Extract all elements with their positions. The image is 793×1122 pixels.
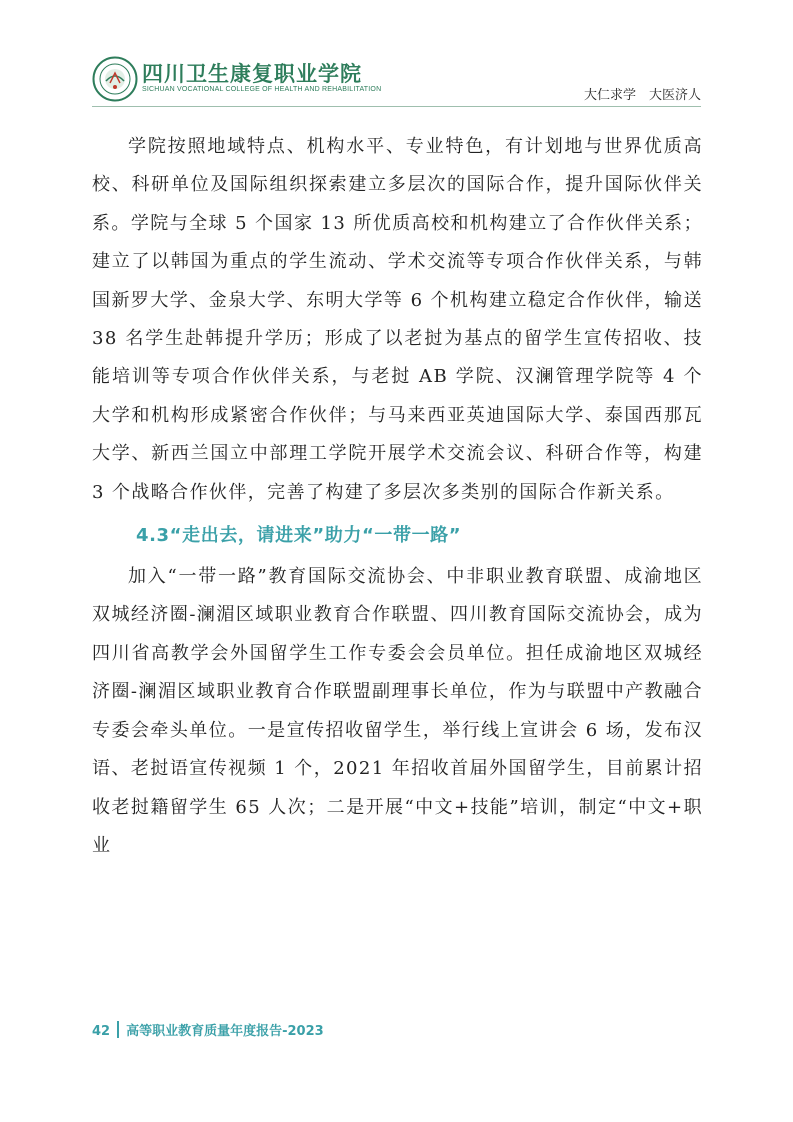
college-motto: 大仁求学 大医济人: [583, 88, 701, 103]
page-content: [92, 128, 703, 865]
header-divider: [92, 106, 701, 107]
paragraph-international-cooperation: 学院按照地域特点、机构水平、专业特色，有计划地与世界优质高校、科研单位及国际组织探索建立多层次的国际合作，提升国际伙伴关系。学院与全球 5 个国家 13 所优质高校和机构建立了合作伙伴关系；建立了以韩国为重点的学生流动、学术交流等专项合作伙伴关系，与韩国新罗大学、金泉大学、东明大学等 6 个机构建立稳定合作伙伴，输送 38 名学生赴韩提升学历；形成了以老挝为基点的留学生宣传招收、技能培训等专项合作伙伴关系，与老挝 AB 学院、汉澜管理学院等 4 个大学和机构形成紧密合作伙伴；与马来西亚英迪国际大学、泰国西那瓦大学、新西兰国立中部理工学院开展学术交流会议、科研合作等，构建 3 个战略合作伙伴，完善了构建了多层次多类别的国际合作新关系。: [92, 136, 703, 503]
report-title: 高等职业教育质量年度报告-2023: [126, 1024, 324, 1039]
page-number: 42: [92, 1024, 111, 1039]
page-header: [0, 0, 793, 108]
paragraph-belt-and-road: 加入“一带一路”教育国际交流协会、中非职业教育联盟、成渝地区双城经济圈-澜湄区域职业教育合作联盟、四川教育国际交流协会，成为四川省高教学会外国留学生工作专委会会员单位。担任成渝地区双城经济圈-澜湄区域职业教育合作联盟副理事长单位，作为与联盟中产教融合专委会牵头单位。一是宣传招收留学生，举行线上宣讲会 6 场，发布汉语、老挝语宣传视频 1 个，2021 年招收首届外国留学生，目前累计招收老挝籍留学生 65 人次；二是开展“中文+技能”培训，制定“中文+职业: [92, 566, 703, 856]
college-seal-icon: [92, 56, 138, 102]
college-name-cn: 四川卫生康复职业学院: [142, 61, 362, 86]
section-heading: 4.3“走出去，请进来”助力“一带一路”: [136, 525, 462, 547]
page-footer: [92, 1020, 324, 1039]
footer-separator: [117, 1021, 119, 1038]
college-name-en: SICHUAN VOCATIONAL COLLEGE OF HEALTH AND REHABILITATION: [142, 86, 382, 93]
